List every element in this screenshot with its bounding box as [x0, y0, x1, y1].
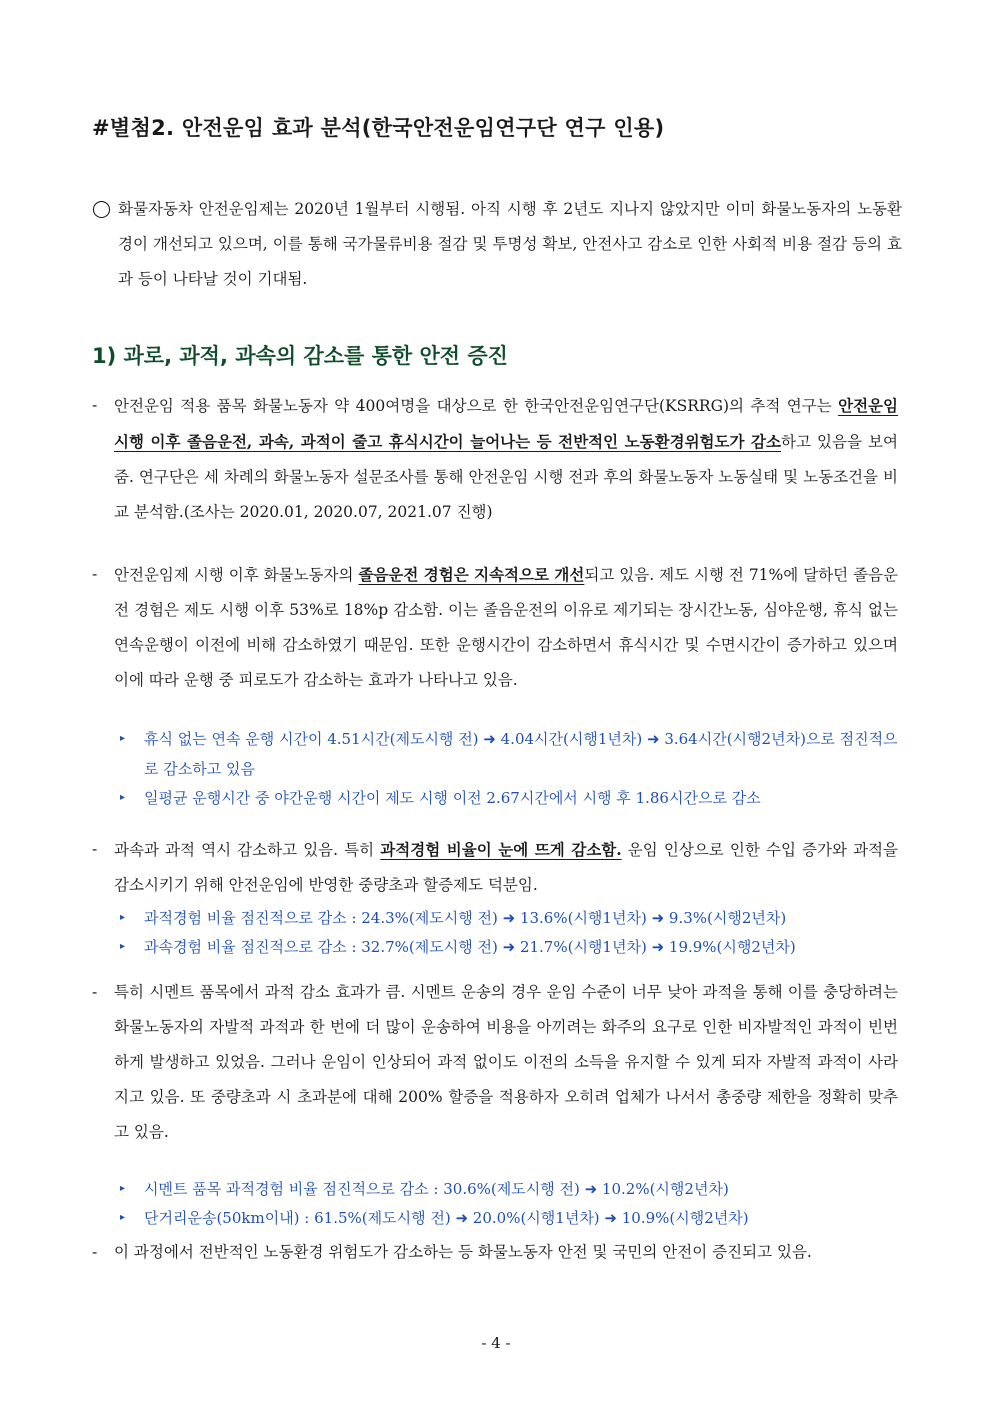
triangle-bullet-icon: ▸: [120, 912, 126, 923]
bullet-text: 운임 인상으로 인한 수입 증가와 과적을 감소시키기 위해 안전운임에 반영한 중량초과 할증제도 덕분임.: [114, 841, 899, 894]
intro-text: 화물자동차 안전운임제는 2020년 1월부터 시행됨. 아직 시행 후 2년도 지나지 않았지만 이미 화물노동자의 노동환경이 개선되고 있으며, 이를 통해 국가물류비용 절감 및 투명성 확보, 안전사고 감소로 인한 사회적 비용 절감 등의 효과 등이 나타날 것이 기대됨.: [118, 200, 902, 288]
highlighted-text: 안전운임 시행 이후 졸음운전, 과속, 과적이 줄고 휴식시간이 늘어나는 등 전반적인 노동환경위험도가 감소: [114, 396, 898, 451]
bullet-text: 특히 시멘트 품목에서 과적 감소 효과가 큼. 시멘트 운송의 경우 운임 수준이 너무 낮아 과적을 통해 이를 충당하려는 화물노동자의 자발적 과적과 한 번에 더 많이 운송하여 비용을 아끼려는 화주의 요구로 인한 비자발적인 과적이 빈번하게 발생하고 있었음. 그러나 운임이 인상되어 과적 없이도 이전의 소득을 유지할 수 있게 되자 자발적 과적이 사라지고 있음. 또 중량초과 시 초과분에 대해 200% 할증을 적용하자 오히려 업체가 나서서 총중량 제한을 정확히 맞추고 있음.: [114, 983, 898, 1141]
bullet-text: 이 과정에서 전반적인 노동환경 위험도가 감소하는 등 화물노동자 안전 및 국민의 안전이 증진되고 있음.: [114, 1243, 812, 1261]
bullet-text: 하고 있음을 보여줌. 연구단은 세 차례의 화물노동자 설문조사를 통해 안전운임 시행 전과 후의 화물노동자 노동실태 및 노동조건을 비교 분석함.(조사는 2020.01, 2020.07, 2021.07 진행): [114, 433, 898, 521]
bullet-text: 안전운임제 시행 이후 화물노동자의: [114, 566, 359, 584]
triangle-bullet-icon: ▸: [120, 792, 126, 803]
dash-marker: -: [92, 1243, 98, 1261]
triangle-bullet-icon: ▸: [120, 941, 126, 952]
triangle-bullet-icon: ▸: [120, 1183, 126, 1194]
sub-item: ▸ 일평균 운행시간 중 야간운행 시간이 제도 시행 이전 2.67시간에서 시행 후 1.86시간으로 감소: [120, 783, 900, 813]
sub-item: ▸ 과속경험 비율 점진적으로 감소 : 32.7%(제도시행 전) ➜ 21.7%(시행1년차) ➜ 19.9%(시행2년차): [120, 932, 900, 962]
section-title: 1) 과로, 과적, 과속의 감소를 통한 안전 증진: [92, 344, 508, 368]
highlighted-text: 졸음운전 경험은 지속적으로 개선: [358, 565, 585, 584]
bullet-text: 되고 있음. 제도 시행 전 71%에 달하던 졸음운전 경험은 제도 시행 이후 53%로 18%p 감소함. 이는 졸음운전의 이유로 제기되는 장시간노동, 심야운행, 휴식 없는 연속운행이 이전에 비해 감소하였기 때문임. 또한 운행시간이 감소하면서 휴식시간 및 수면시간이 증가하고 있으며 이에 따라 운행 중 피로도가 감소하는 효과가 나타나고 있음.: [114, 566, 898, 689]
bullet-conclusion: [92, 1235, 898, 1270]
dash-marker: -: [92, 565, 98, 583]
highlighted-text: 과적경험 비율이 눈에 뜨게 감소함.: [380, 840, 622, 859]
bullet-cement: [92, 975, 898, 1150]
bullet-research-overview: [92, 388, 898, 530]
intro-paragraph: [92, 192, 902, 297]
bullet-overload-speeding: [92, 832, 898, 903]
bullet-text: 과속과 과적 역시 감소하고 있음. 특히: [114, 841, 381, 859]
page-number: - 4 -: [481, 1334, 511, 1352]
triangle-bullet-icon: ▸: [120, 733, 126, 744]
triangle-bullet-icon: ▸: [120, 1212, 126, 1223]
page-heading: #별첨2. 안전운임 효과 분석(한국안전운임연구단 연구 인용): [92, 116, 665, 140]
bullet-text: 안전운임 적용 품목 화물노동자 약 400여명을 대상으로 한 한국안전운임연구단(KSRRG)의 추적 연구는: [114, 397, 839, 415]
dash-marker: -: [92, 840, 98, 858]
circle-bullet-icon: ◯: [92, 199, 112, 219]
bullet-drowsy-driving: [92, 557, 898, 698]
dash-marker: -: [92, 983, 98, 1001]
dash-marker: -: [92, 396, 98, 414]
sub-item: ▸ 휴식 없는 연속 운행 시간이 4.51시간(제도시행 전) ➜ 4.04시간(시행1년차) ➜ 3.64시간(시행2년차)으로 점진적으로 감소하고 있음: [120, 724, 900, 784]
sub-item: ▸ 단거리운송(50km이내) : 61.5%(제도시행 전) ➜ 20.0%(시행1년차) ➜ 10.9%(시행2년차): [120, 1203, 900, 1233]
sub-item: ▸ 시멘트 품목 과적경험 비율 점진적으로 감소 : 30.6%(제도시행 전) ➜ 10.2%(시행2년차): [120, 1174, 900, 1204]
sub-item: ▸ 과적경험 비율 점진적으로 감소 : 24.3%(제도시행 전) ➜ 13.6%(시행1년차) ➜ 9.3%(시행2년차): [120, 903, 900, 933]
